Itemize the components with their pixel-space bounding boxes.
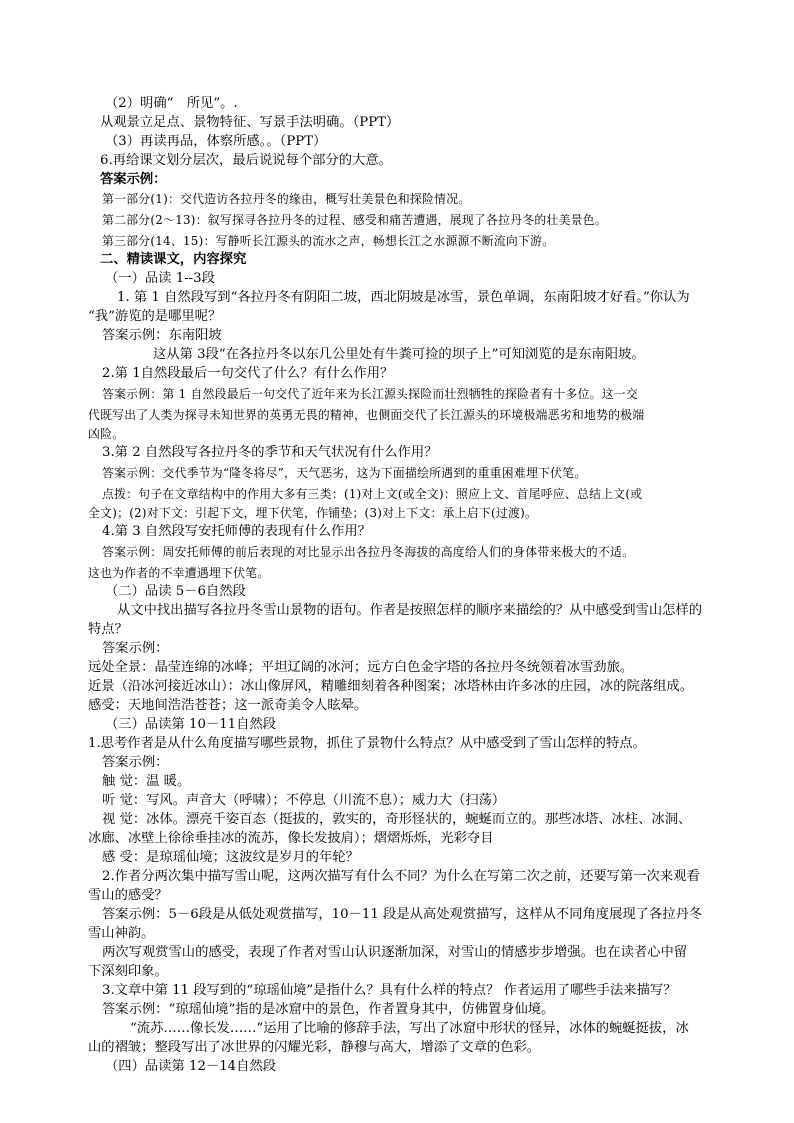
- text-line: 感受：天地间浩浩苍苍；这一派奇美令人眩晕。: [88, 698, 368, 713]
- subsection-heading: （二）品读 5－6自然段: [105, 584, 246, 599]
- subsection-heading: （四）品读第 12－14自然段: [105, 1059, 277, 1074]
- text-line: （2）明确“ 所见”。.: [105, 96, 238, 111]
- text-line: 两次写观赏雪山的感受，表现了作者对雪山认识逐渐加深，对雪山的情感步步增强。也在读者心中留: [102, 945, 688, 960]
- text-line: 1. 第 1 自然段写到“各拉丹冬有阴阳二坡，西北阴坡是冰雪，景色单调，东南阳坡才好看。”你认为: [117, 290, 690, 305]
- text-line: 下深刻印象。: [88, 964, 168, 979]
- text-line: 1.思考作者是从什么角度描写哪些景物，抓住了景物什么特点？从中感受到了雪山怎样的特点。: [88, 736, 646, 751]
- text-line: 视 觉：冰体。漂亮千姿百态（挺拔的，敦实的，奇形怪状的，蜿蜒而立的。那些冰塔、冰柱、冰洞、: [102, 812, 692, 827]
- text-line: 答案示例：东南阳坡: [102, 328, 222, 343]
- text-line: 这也为作者的不幸遭遇埋下伏笔。: [88, 566, 270, 580]
- text-line: 答案示例：第 1 自然段最后一句交代了近年来为长江源头探险而壮烈牺牲的探险者有十多位。这一交: [102, 387, 639, 401]
- text-line: 答案示例：“琼瑶仙境”指的是冰窟中的景色，作者置身其中，仿佛置身仙境。: [102, 1002, 555, 1017]
- text-line: 点拨：句子在文章结构中的作用大多有三类：(1)对上文(或全文)：照应上文、首尾呼应、总结上文(或: [102, 487, 643, 501]
- text-line: 3.文章中第 11 段写到的“琼瑶仙境”是指什么？具有什么样的特点？ 作者运用了哪些手法来描写？: [102, 983, 677, 998]
- answer-label: 答案示例：: [100, 172, 167, 187]
- text-line: 山的褶皱；整段写出了冰世界的闪耀光彩，静穆与高大，增添了文章的色彩。: [88, 1040, 541, 1055]
- text-line: 冰廊、冰壁上徐徐垂挂冰的流苏，像长发披肩）；熠熠烁烁，光彩夺目: [88, 831, 494, 846]
- text-line: 从观景立足点、景物特征、写景手法明确。（PPT）: [100, 115, 400, 130]
- text-line: 答案示例：交代季节为“隆冬将尽”，天气恶劣，这为下面描绘所遇到的重重困难埋下伏笔。: [102, 466, 587, 480]
- text-line: （3）再读再品，体察所感。。（PPT）: [105, 134, 327, 149]
- text-line: 近景（沿冰河接近冰山）：冰山像屏风，精雕细刻着各种图案；冰塔林由许多冰的庄园，冰的院落组成。: [88, 679, 694, 694]
- text-line: 答案示例：: [102, 755, 169, 770]
- text-line: 3.第 2 自然段写各拉丹冬的季节和天气状况有什么作用？: [102, 445, 438, 460]
- text-line: 4.第 3 自然段写安托师傅的表现有什么作用？: [102, 524, 371, 539]
- text-line: 感 受：是琼瑶仙境；这波纹是岁月的年轮？: [102, 850, 359, 865]
- text-line: 从文中找出描写各拉丹冬雪山景物的语句。作者是按照怎样的顺序来描绘的？从中感受到雪山怎样的: [117, 603, 703, 618]
- subsection-heading: （一）品读 1--3段: [105, 271, 215, 286]
- text-line: 答案示例：: [102, 641, 169, 656]
- text-line: 雪山的感受？: [88, 888, 168, 903]
- text-line: 全文)；(2)对下文：引起下文，埋下伏笔，作铺垫；(3)对上下文：承上启下(过渡)。: [88, 506, 538, 520]
- text-line: 第一部分(1)：交代造访各拉丹冬的缘由，概写壮美景色和探险情况。: [102, 192, 471, 206]
- text-line: 远处全景：晶莹连绵的冰峰；平坦辽阔的冰河；远方白色金字塔的各拉丹冬统领着冰雪劲旅。: [88, 660, 634, 675]
- text-line: 第二部分(2～13)：叙写探寻各拉丹冬的过程、感受和痛苦遭遇，展现了各拉丹冬的壮美景色。: [102, 213, 608, 227]
- text-line: 凶险。: [88, 427, 125, 441]
- text-line: 雪山神韵。: [88, 926, 155, 941]
- text-line: 2.作者分两次集中描写雪山呢，这两次描写有什么不同？为什么在写第二次之前，还要写第一次来观看: [102, 869, 700, 884]
- subsection-heading: （三）品读第 10－11自然段: [105, 717, 277, 732]
- text-line: 听 觉：写风。声音大（呼啸）；不停息（川流不息）；威力大（扫荡）: [102, 793, 506, 808]
- text-line: 2.第 1自然段最后一句交代了什么？有什么作用？: [102, 366, 394, 381]
- text-line: 答案示例：5－6段是从低处观赏描写，10－11 段是从高处观赏描写，这样从不同角度展现了各拉丹冬: [102, 907, 703, 922]
- text-line: 代既写出了人类为探寻未知世界的英勇无畏的精神，也侧面交代了长江源头的环境极端恶劣和地势的极端: [88, 408, 645, 422]
- text-line: 6.再给课文划分层次，最后说说每个部分的大意。: [100, 153, 392, 168]
- text-line: “我”游览的是哪里呢？: [88, 309, 222, 324]
- text-line: 第三部分(14、15)：写静听长江源头的流水之声，畅想长江之水源源不断流向下游。: [102, 234, 555, 248]
- text-line: 这从第 3段“在各拉丹冬以东几公里处有牛粪可捡的坝子上”可知浏览的是东南阳坡。: [153, 347, 645, 362]
- text-line: 答案示例：周安托师傅的前后表现的对比显示出各拉丹冬海拔的高度给人们的身体带来极大的不适。: [102, 545, 635, 559]
- text-line: “流苏……像长发……”运用了比喻的修辞手法，写出了冰窟中形状的怪异，冰体的蜿蜒挺拔，冰: [130, 1021, 689, 1036]
- text-line: 触 觉：温 暖。: [102, 774, 191, 789]
- text-line: 特点？: [88, 622, 128, 637]
- section-heading: 二、精读课文，内容探究: [100, 252, 247, 267]
